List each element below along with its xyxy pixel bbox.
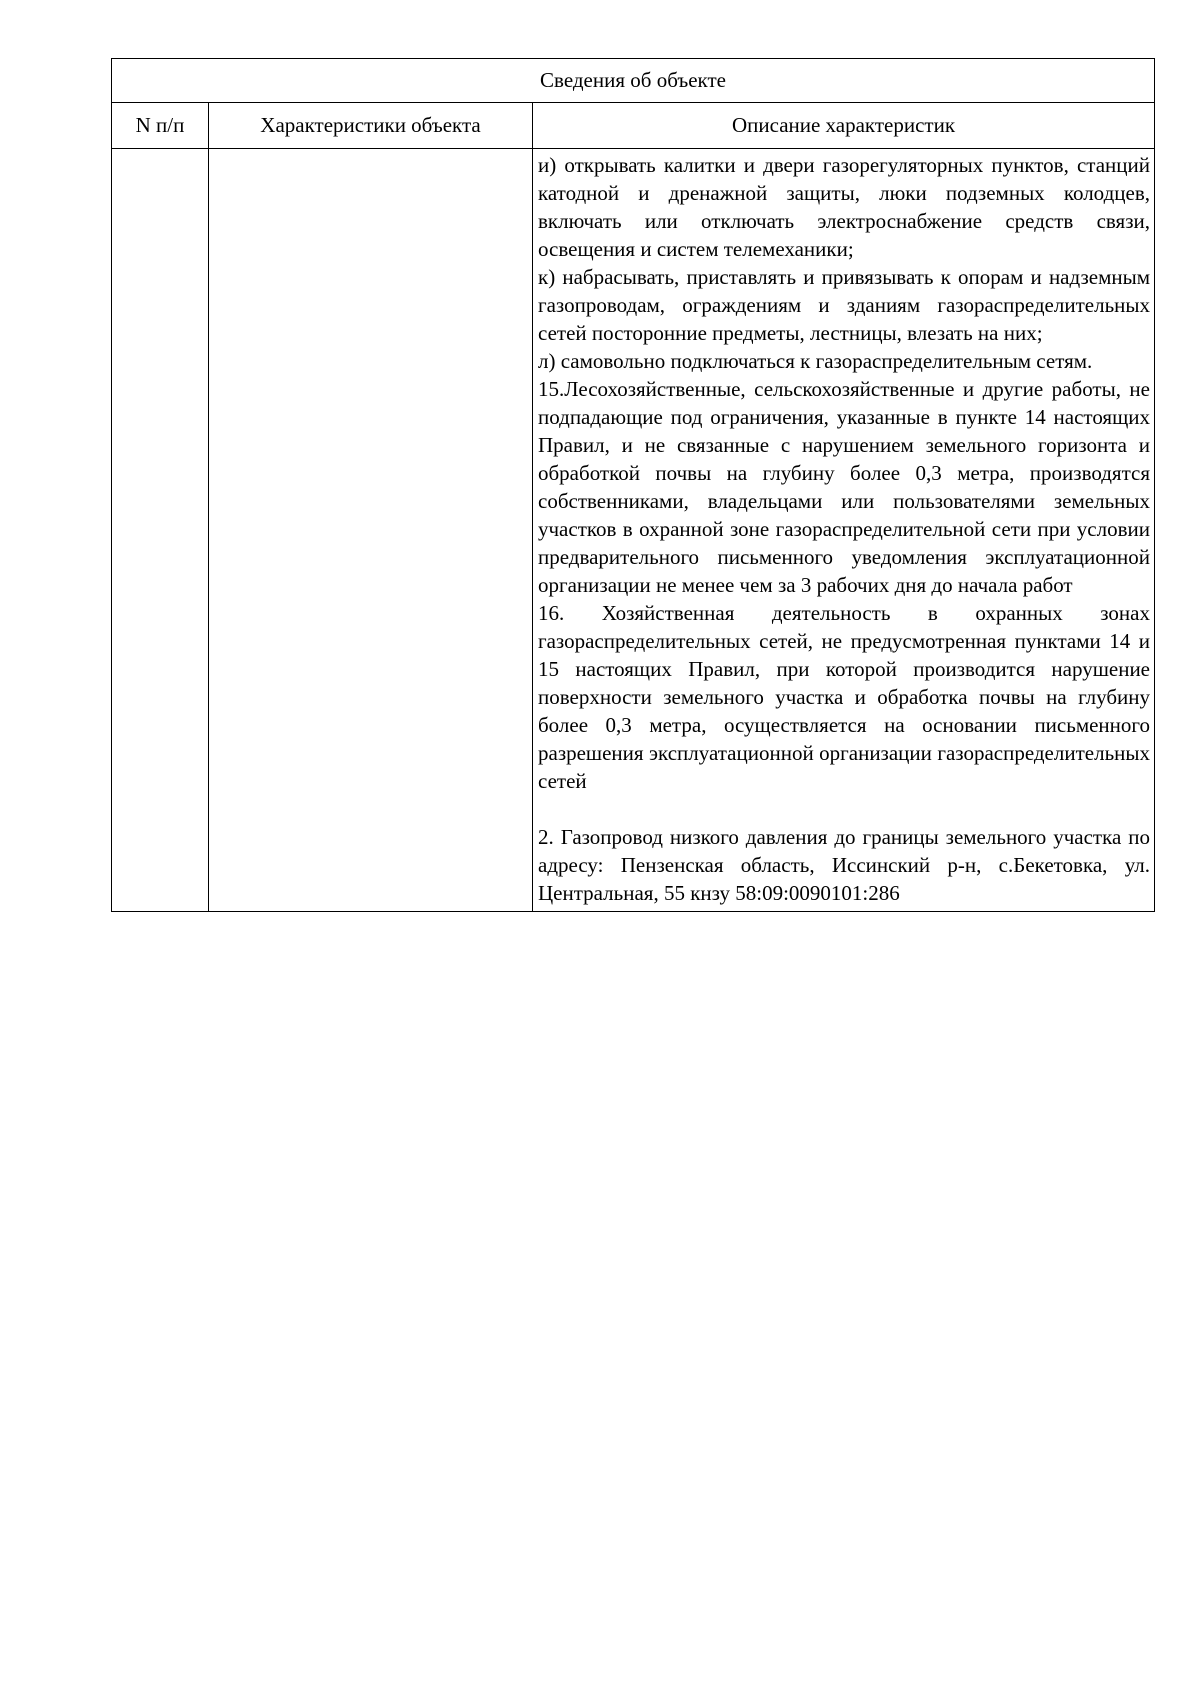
- paragraph-spacer: [538, 795, 1150, 823]
- cell-description: [533, 149, 1155, 912]
- table-row: [112, 149, 1155, 912]
- cell-number: [112, 149, 209, 912]
- table-title-row: [112, 59, 1155, 103]
- header-description: Описание характеристик: [533, 103, 1155, 149]
- header-characteristics: Характеристики объекта: [209, 103, 533, 149]
- description-paragraph-i: и) открывать калитки и двери газорегуляторных пунктов, станций катодной и дренажной защиты, люки подземных колодцев, включать или отключать электроснабжение средств связи, освещения и систем телемеханики;: [538, 153, 1150, 261]
- header-number: N п/п: [112, 103, 209, 149]
- cell-characteristics: [209, 149, 533, 912]
- object-info-table: [111, 58, 1155, 912]
- description-paragraph-15: 15.Лесохозяйственные, сельскохозяйственные и другие работы, не подпадающие под ограничения, указанные в пункте 14 настоящих Правил, и не связанные с нарушением земельного горизонта и обработкой почвы на глубину более 0,3 метра, производятся собственниками, владельцами или пользователями земельных участков в охранной зоне газораспределительной сети при условии предварительного письменного уведомления эксплуатационной организации не менее чем за 3 рабочих дня до начала работ: [538, 377, 1150, 597]
- description-paragraph-k: к) набрасывать, приставлять и привязывать к опорам и надземным газопроводам, ограждениям и зданиям газораспределительных сетей посторонние предметы, лестницы, влезать на них;: [538, 265, 1150, 345]
- table-title: Сведения об объекте: [112, 59, 1155, 103]
- description-paragraph-l: л) самовольно подключаться к газораспределительным сетям.: [538, 349, 1093, 373]
- description-paragraph-gas-pipeline: 2. Газопровод низкого давления до границы земельного участка по адресу: Пензенская область, Иссинский р-н, с.Бекетовка, ул. Центральная, 55 кнзу 58:09:0090101:286: [538, 825, 1150, 905]
- description-paragraph-16: 16. Хозяйственная деятельность в охранных зонах газораспределительных сетей, не предусмотренная пунктами 14 и 15 настоящих Правил, при которой производится нарушение поверхности земельного участка и обработка почвы на глубину более 0,3 метра, осуществляется на основании письменного разрешения эксплуатационной организации газораспределительных сетей: [538, 601, 1150, 793]
- table-header-row: [112, 103, 1155, 149]
